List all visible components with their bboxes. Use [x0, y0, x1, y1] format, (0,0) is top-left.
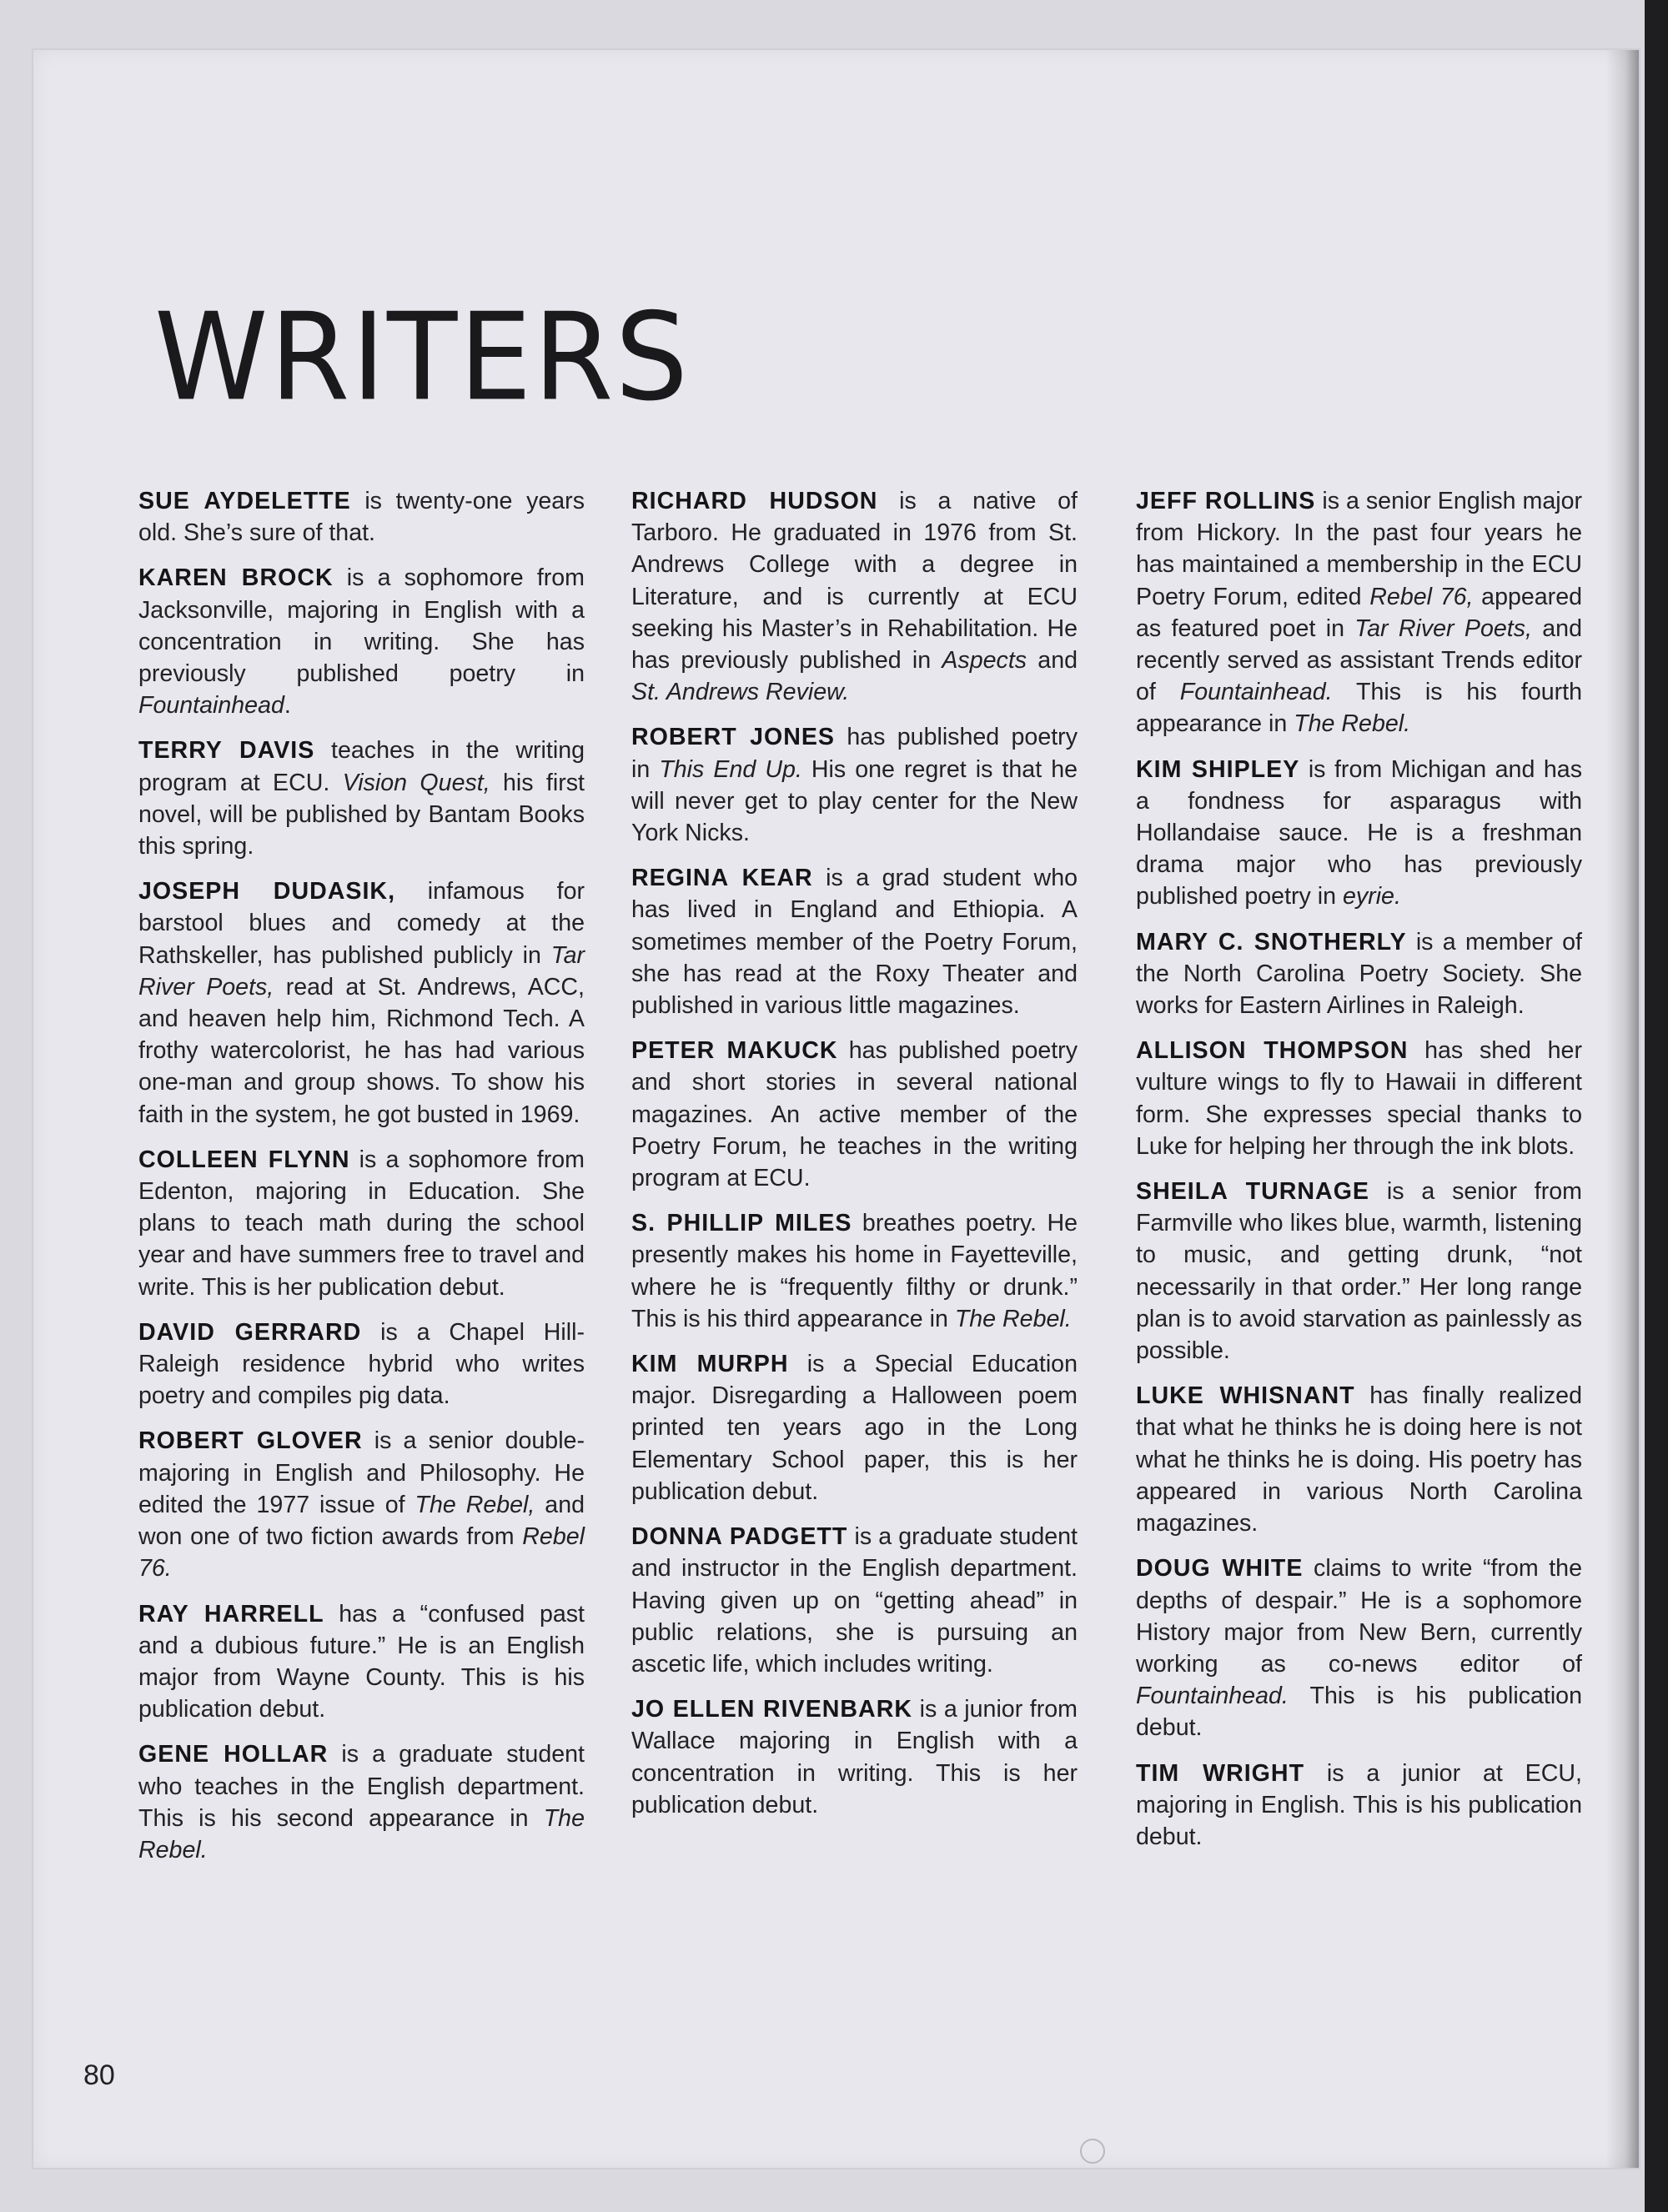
writer-bio — [138, 1598, 585, 1726]
writer-name: RAY HARRELL — [138, 1600, 324, 1628]
writer-name: ALLISON THOMPSON — [1136, 1037, 1409, 1065]
italic-title: The Rebel, — [414, 1491, 535, 1518]
writer-name: KAREN BROCK — [138, 564, 334, 592]
bio-text: His one regret is that he will never get to play center for the New York Nicks. — [631, 755, 1078, 847]
bio-text: is a sophomore from Edenton, majoring in Education. She plans to teach math during the school year and have summers free to travel and write. This is her publication debut. — [138, 1146, 585, 1301]
writer-name: DOUG WHITE — [1136, 1555, 1304, 1583]
writer-bio — [1136, 485, 1582, 740]
writer-bio — [138, 562, 585, 721]
italic-title: Fountainhead — [138, 692, 284, 720]
bio-text: is a Special Education major. Disregarding a Halloween poem printed ten years ago in the Long Elementary School paper, this is her publication debut. — [631, 1351, 1078, 1505]
writer-bio — [1136, 926, 1582, 1022]
bio-text: appeared as featured poet in — [1136, 583, 1583, 642]
writer-bio — [631, 1035, 1078, 1194]
italic-title: Fountainhead. — [1136, 1683, 1289, 1710]
writer-name: COLLEEN FLYNN — [138, 1146, 350, 1173]
italic-title: The Rebel. — [1294, 710, 1411, 738]
bio-text: and recently served as assistant Trends editor of — [1136, 614, 1582, 706]
writer-name: RICHARD HUDSON — [631, 488, 878, 514]
italic-title: eyrie. — [1342, 883, 1401, 910]
writer-bio — [138, 1738, 585, 1866]
writer-bio — [138, 875, 585, 1131]
bio-text: is a senior English major from Hickory. In the past four years he has maintained a membership in the ECU Poetry Forum, edited — [1136, 488, 1583, 610]
bio-text: is a junior from Wallace majoring in English with a concentration in writing. This is her publication debut. — [631, 1696, 1078, 1818]
bio-text: is from Michigan and has a fondness for asparagus with Hollandaise sauce. He is a freshman drama major who has previously published poetry in — [1136, 755, 1582, 910]
writer-name: PETER MAKUCK — [631, 1037, 838, 1065]
writer-name: LUKE WHISNANT — [1136, 1382, 1355, 1410]
bio-text: read at St. Andrews, ACC, and heaven help him, Richmond Tech. A frothy watercolorist, he has had various one-man and group shows. To show his faith in the system, he got busted in 1969. — [138, 973, 585, 1128]
writer-bio — [1136, 1176, 1582, 1367]
italic-title: Rebel 76, — [1369, 583, 1474, 610]
writer-name: KIM SHIPLEY — [1136, 755, 1300, 783]
writer-name: TIM WRIGHT — [1136, 1759, 1305, 1787]
writer-name: SUE AYDELETTE — [138, 488, 351, 514]
bio-text: his first novel, will be published by Bantam Books this spring. — [138, 769, 585, 860]
binding-hole-mark — [1080, 2139, 1105, 2164]
bio-column-1 — [138, 485, 585, 1879]
writer-bio — [1136, 1035, 1582, 1162]
italic-title: This End Up. — [659, 755, 802, 783]
bio-text: is a senior from Farmville who likes blue, warmth, listening to music, and getting drunk, “not necessarily in that order.” Her long range plan is to avoid starvation as painlessly as possible. — [1136, 1178, 1582, 1365]
italic-title: Tar River Poets, — [138, 941, 585, 1001]
writer-name: GENE HOLLAR — [138, 1741, 329, 1768]
page-number: 80 — [83, 2059, 115, 2091]
writer-bio — [138, 1317, 585, 1412]
writer-name: MARY C. SNOTHERLY — [1136, 928, 1407, 956]
bio-column-3 — [1136, 485, 1582, 1866]
writer-name: JO ELLEN RIVENBARK — [631, 1696, 913, 1723]
writer-bio — [631, 1693, 1078, 1821]
italic-title: Aspects — [942, 647, 1027, 675]
writer-bio — [138, 735, 585, 862]
bio-text: is a senior double-majoring in English and Philosophy. He edited the 1977 issue of — [138, 1427, 585, 1518]
italic-title: The Rebel. — [138, 1804, 585, 1863]
bio-text: claims to write “from the depths of despair.” He is a sophomore History major from New Bern, currently working as co-news editor of — [1136, 1555, 1582, 1678]
writer-name: DAVID GERRARD — [138, 1318, 362, 1346]
bio-text: is a member of the North Carolina Poetry Society. She works for Eastern Airlines in Raleigh. — [1136, 928, 1583, 1020]
writer-name: ROBERT JONES — [631, 724, 835, 751]
bio-text: is twenty-one years old. She’s sure of that. — [138, 488, 585, 547]
italic-title: Tar River Poets, — [1354, 614, 1532, 642]
bio-text: . — [284, 692, 291, 720]
italic-title: Rebel 76. — [138, 1523, 585, 1583]
writer-name: DONNA PADGETT — [631, 1523, 848, 1551]
bio-text: has finally realized that what he thinks he is doing here is not what he thinks he is doing. His poetry has appeared in various North Carolina magazines. — [1136, 1382, 1582, 1537]
writer-bio — [138, 485, 585, 549]
bio-text: infamous for barstool blues and comedy at the Rathskeller, has published publicly in — [138, 878, 585, 969]
bio-text: This is his publication debut. — [1136, 1683, 1582, 1742]
writer-bio — [631, 485, 1078, 708]
writer-bio — [1136, 1552, 1582, 1743]
writer-bio — [631, 1207, 1078, 1335]
italic-title: St. Andrews Review. — [631, 679, 850, 706]
writer-name: JOSEPH DUDASIK, — [138, 878, 396, 905]
writer-name: ROBERT GLOVER — [138, 1427, 363, 1455]
italic-title: The Rebel. — [954, 1305, 1072, 1332]
writer-bio — [631, 1348, 1078, 1507]
writer-bio — [631, 1521, 1078, 1680]
page-gutter-shadow — [1605, 50, 1639, 2168]
writer-bio — [631, 862, 1078, 1021]
bio-text: is a native of Tarboro. He graduated in 1976 from St. Andrews College with a degree in Literature, and is currently at ECU seeking his Master’s in Rehabilitation. He has previously published in — [631, 488, 1078, 675]
writer-bio — [138, 1425, 585, 1584]
bio-column-2 — [631, 485, 1078, 1834]
bio-text: has a “confused past and a dubious future.” He is an English major from Wayne County. This is his publication debut. — [138, 1600, 585, 1723]
writer-name: SHEILA TURNAGE — [1136, 1178, 1370, 1206]
bio-text: breathes poetry. He presently makes his home in Fayetteville, where he is “frequently filthy or drunk.” This is his third appearance in — [631, 1210, 1078, 1332]
bio-text: and won one of two fiction awards from — [138, 1491, 585, 1551]
bio-text: is a Chapel Hill-Raleigh residence hybrid who writes poetry and compiles pig data. — [138, 1318, 585, 1410]
bio-text: is a junior at ECU, majoring in English. This is his publication debut. — [1136, 1759, 1582, 1850]
bio-text: is a graduate student and instructor in the English department. Having given up on “getting ahead” in public relations, she is pursuing an ascetic life, which includes writing. — [631, 1523, 1078, 1678]
writer-name: KIM MURPH — [631, 1351, 789, 1378]
writer-name: JEFF ROLLINS — [1136, 488, 1316, 514]
bio-text: has shed her vulture wings to fly to Hawaii in different form. She expresses special thanks to Luke for helping her through the ink blots. — [1136, 1037, 1582, 1160]
italic-title: Vision Quest, — [342, 769, 490, 796]
writer-name: S. PHILLIP MILES — [631, 1210, 852, 1237]
page-heading: WRITERS — [154, 286, 691, 428]
bio-text: is a grad student who has lived in England and Ethiopia. A sometimes member of the Poetry Forum, she has read at the Roxy Theater and published in various little magazines. — [631, 865, 1078, 1020]
bio-text: This is his fourth appearance in — [1136, 679, 1582, 738]
writer-name: TERRY DAVIS — [138, 737, 315, 765]
writer-bio — [138, 1144, 585, 1303]
writer-bio — [1136, 754, 1582, 913]
writer-bio — [1136, 1380, 1582, 1539]
bio-text: and — [1027, 647, 1078, 675]
italic-title: Fountainhead. — [1179, 679, 1333, 706]
bio-text: is a graduate student who teaches in the English department. This is his second appearance in — [138, 1741, 585, 1832]
scan-border — [1645, 0, 1668, 2212]
bio-text: has published poetry in — [631, 724, 1078, 783]
writer-bio — [631, 721, 1078, 849]
bio-text: teaches in the writing program at ECU. — [138, 737, 585, 796]
writer-name: REGINA KEAR — [631, 865, 813, 892]
bio-text: is a sophomore from Jacksonville, majoring in English with a concentration in writing. She has previously published poetry in — [138, 564, 585, 688]
writer-bio — [1136, 1758, 1582, 1853]
bio-text: has published poetry and short stories in several national magazines. An active member of the Poetry Forum, he teaches in the writing program at ECU. — [631, 1037, 1078, 1192]
